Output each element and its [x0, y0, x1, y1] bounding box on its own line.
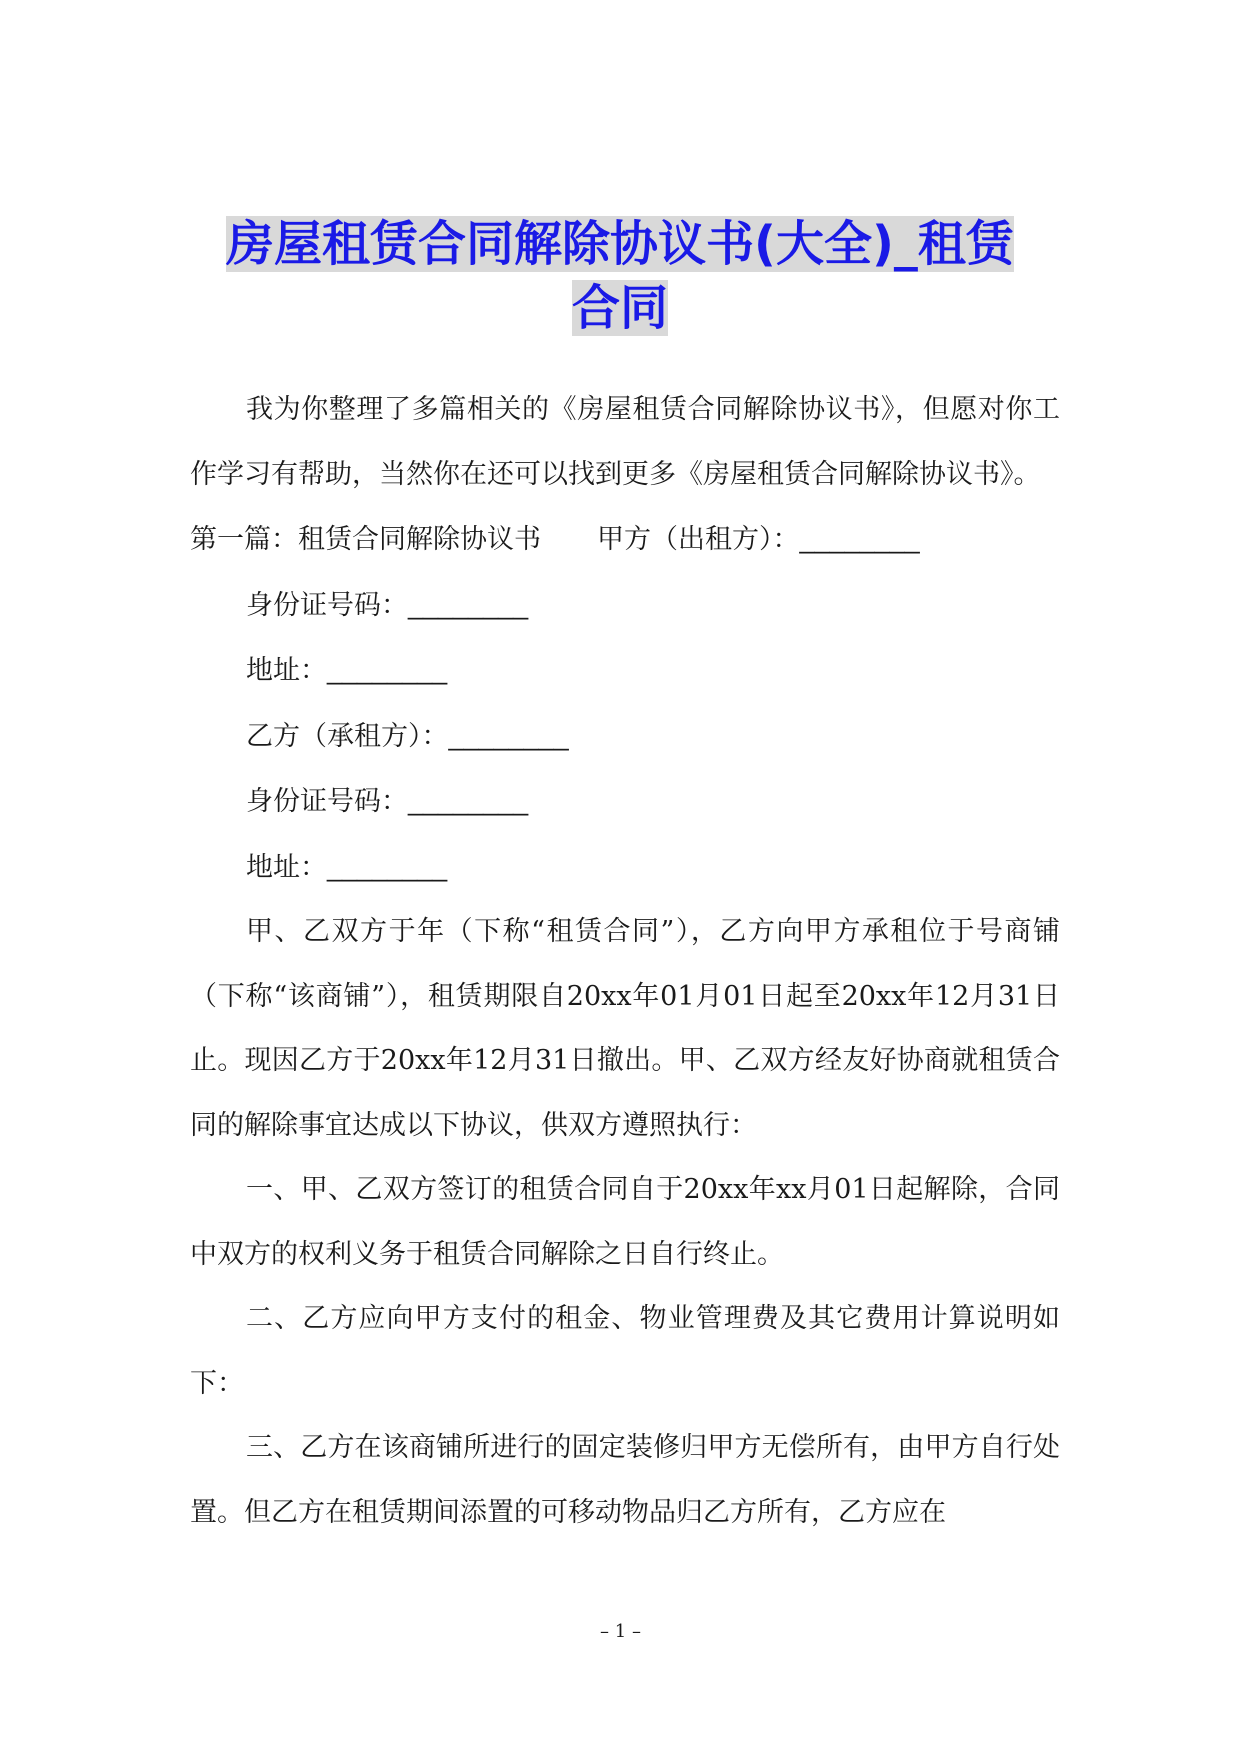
page-number: – 1 – [600, 1621, 641, 1642]
party-a-id-line [190, 573, 1060, 639]
document-title [190, 212, 1050, 340]
intro-paragraph: 我为你整理了多篇相关的《房屋租赁合同解除协议书》，但愿对你工作学习有帮助，当然你在还可以找到更多《房屋租赁合同解除协议书》。 [190, 394, 1060, 490]
party-b-line [190, 704, 1060, 770]
party-a-label: 甲方（出租方）： [597, 524, 800, 555]
party-b-blank: ________ [448, 720, 569, 751]
party-a-id-label: 身份证号码： [246, 589, 408, 621]
clause-2-paragraph: 二、乙方应向甲方支付的租金、物业管理费及其它费用计算说明如下： [190, 1303, 1060, 1399]
party-b-address-label: 地址： [246, 851, 327, 883]
section-heading-line [190, 507, 1060, 573]
party-a-address-label: 地址： [246, 655, 327, 686]
background-paragraph: 甲、乙双方于年（下称“租赁合同”），乙方向甲方承租位于号商铺（下称“该商铺”），租赁期限自20xx年01月01日起至20xx年12月31日止。现因乙方于20xx年12月31日撤出。甲、乙双方经友好协商就租赁合同的解除事宜达成以下协议，供双方遵照执行： [190, 916, 1060, 1141]
section-heading: 第一篇：租赁合同解除协议书 [190, 524, 541, 555]
party-b-address-blank: ________ [327, 851, 448, 882]
clause-1-paragraph: 一、甲、乙双方签订的租赁合同自于20xx年xx月01日起解除，合同中双方的权利义务于租赁合同解除之日自行终止。 [190, 1174, 1060, 1270]
party-a-address-blank: ________ [327, 655, 448, 685]
title-line-2: 合同 [571, 280, 668, 336]
title-line-1: 房屋租赁合同解除协议书(大全)_租赁 [226, 216, 1014, 272]
document-body [190, 378, 1060, 1545]
party-a-address-line [190, 638, 1060, 704]
party-a-id-blank: ________ [408, 589, 529, 620]
party-b-address-line [190, 835, 1060, 901]
party-b-id-line [190, 769, 1060, 835]
party-a-blank: ________ [799, 524, 920, 554]
party-b-id-label: 身份证号码： [246, 786, 408, 817]
party-b-label: 乙方（承租方）： [246, 720, 449, 752]
clause-3-paragraph: 三、乙方在该商铺所进行的固定装修归甲方无偿所有，由甲方自行处置。但乙方在租赁期间添置的可移动物品归乙方所有，乙方应在 [190, 1432, 1060, 1528]
party-b-id-blank: ________ [408, 786, 529, 816]
